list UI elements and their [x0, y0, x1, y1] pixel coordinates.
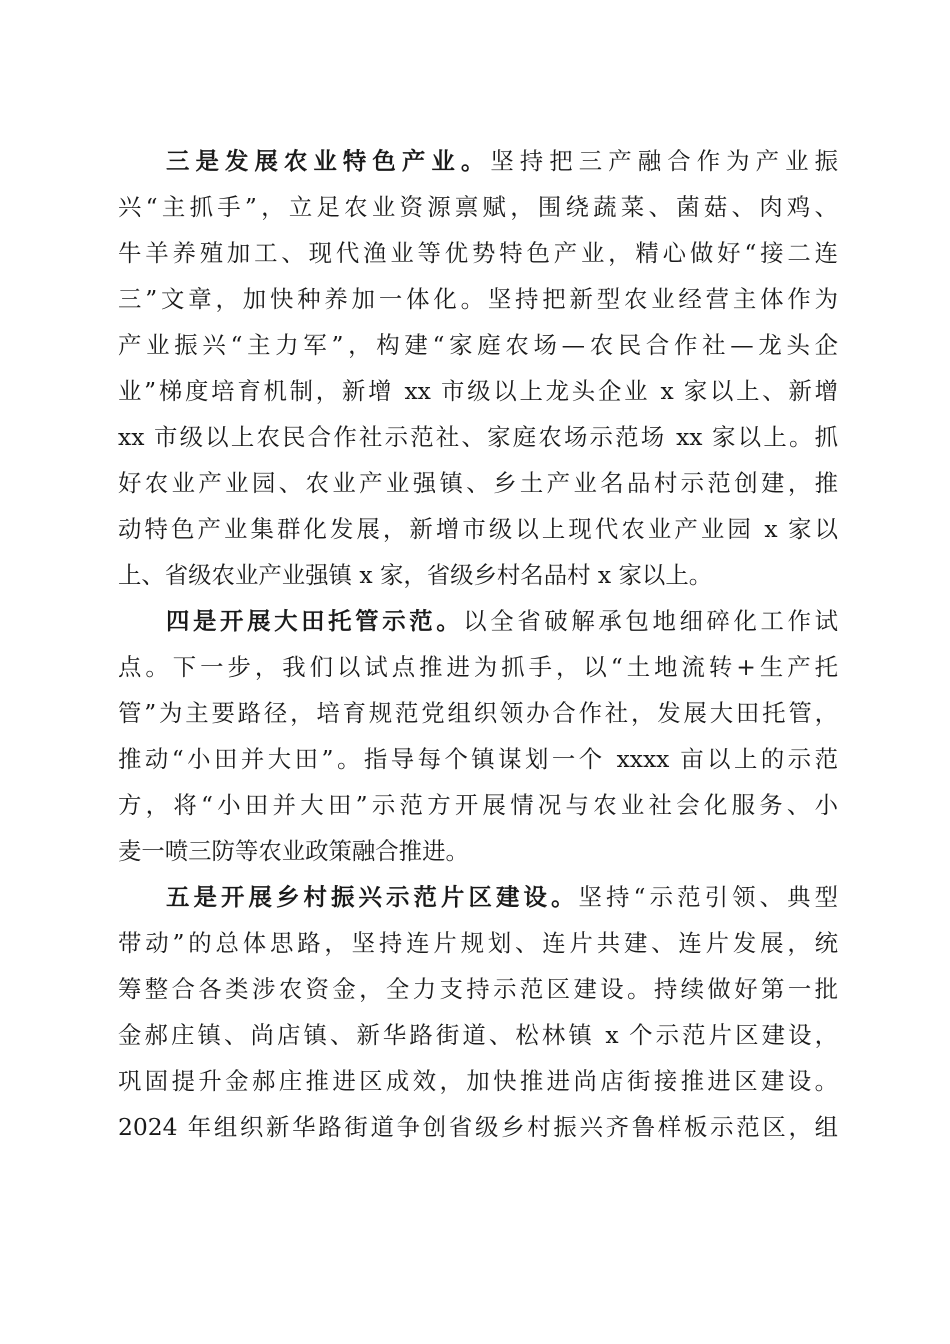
text-line: 产业振兴“主力军”，构建“家庭农场—农民合作社—龙头企: [118, 331, 838, 359]
text-line: 业”梯度培育机制，新增 xx 市级以上龙头企业 x 家以上、新增: [118, 377, 838, 405]
paragraph-heading: 三是发展农业特色产业。: [166, 147, 491, 175]
text-line: xx 市级以上农民合作社示范社、家庭农场示范场 xx 家以上。抓: [118, 423, 838, 451]
text-line: 好农业产业园、农业产业强镇、乡土产业名品村示范创建，推: [118, 469, 838, 497]
text-line: 方，将“小田并大田”示范方开展情况与农业社会化服务、小: [118, 791, 838, 819]
text-line: 金郝庄镇、尚店镇、新华路街道、松林镇 x 个示范片区建设，: [118, 1021, 838, 1049]
text-line: 带动”的总体思路，坚持连片规划、连片共建、连片发展，统: [118, 929, 838, 957]
paragraph-heading: 四是开展大田托管示范。: [166, 607, 464, 635]
text-line: 点。下一步，我们以试点推进为抓手，以“土地流转+生产托: [118, 653, 838, 681]
text-line: 牛羊养殖加工、现代渔业等优势特色产业，精心做好“接二连: [118, 239, 838, 267]
text-line: 三是发展农业特色产业。坚持把三产融合作为产业振: [166, 147, 839, 175]
paragraph-heading: 五是开展乡村振兴示范片区建设。: [166, 883, 579, 911]
text-line: 巩固提升金郝庄推进区成效，加快推进尚店街接推进区建设。: [118, 1067, 838, 1095]
text-line: 三”文章，加快种养加一体化。坚持把新型农业经营主体作为: [118, 285, 838, 313]
text-line: 兴“主抓手”，立足农业资源禀赋，围绕蔬菜、菌菇、肉鸡、: [118, 193, 838, 221]
text-line: 五是开展乡村振兴示范片区建设。坚持“示范引领、典型: [166, 883, 839, 911]
text-line: 麦一喷三防等农业政策融合推进。: [118, 837, 469, 865]
text-line: 筹整合各类涉农资金，全力支持示范区建设。持续做好第一批: [118, 975, 838, 1003]
text-line: 2024 年组织新华路街道争创省级乡村振兴齐鲁样板示范区，组: [118, 1113, 838, 1141]
text-line: 推动“小田并大田”。指导每个镇谋划一个 xxxx 亩以上的示范: [118, 745, 838, 773]
text-line: 动特色产业集群化发展，新增市级以上现代农业产业园 x 家以: [118, 515, 838, 543]
text-line: 上、省级农业产业强镇 x 家，省级乡村名品村 x 家以上。: [118, 561, 713, 589]
text-line: 管”为主要路径，培育规范党组织领办合作社，发展大田托管，: [118, 699, 838, 727]
text-line: 四是开展大田托管示范。以全省破解承包地细碎化工作试: [166, 607, 839, 635]
